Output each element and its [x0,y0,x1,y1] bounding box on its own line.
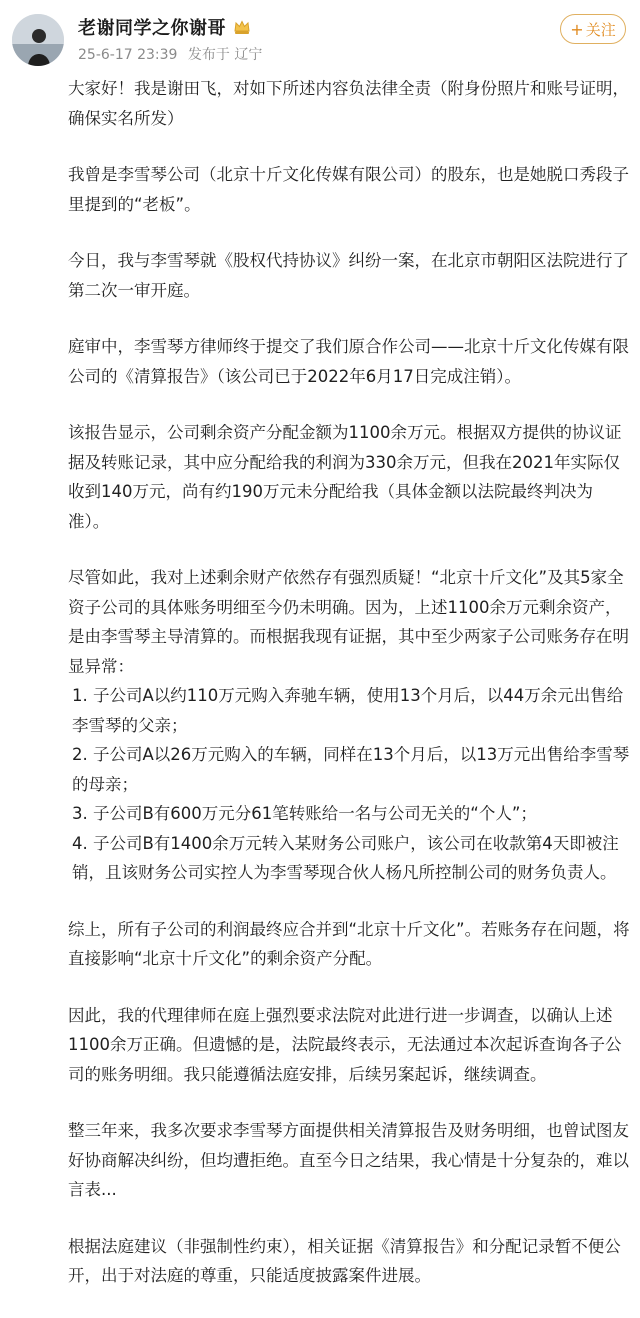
anomaly-item: 4. 子公司B有1400余万元转入某财务公司账户，该公司在收款第4天即被注销，且该财务公司实控人为李雪琴现合伙人杨凡所控制公司的财务负责人。 [72,833,619,882]
crown-badge-icon [232,17,252,37]
avatar[interactable] [12,14,64,66]
author-name[interactable]: 老谢同学之你谢哥 [78,18,226,39]
paragraph: 我曾是李雪琴公司（北京十斤文化传媒有限公司）的股东，也是她脱口秀段子里提到的“老板”。 [68,165,629,214]
paragraph: 庭审中，李雪琴方律师终于提交了我们原合作公司——北京十斤文化传媒有限公司的《清算报告》（该公司已于2022年6月17日完成注销）。 [68,337,629,386]
anomaly-intro: 尽管如此，我对上述剩余财产依然存有强烈质疑！“北京十斤文化”及其5家全资子公司的具体账务明细至今仍未明确。因为，上述1100余万元剩余资产，是由李雪琴主导清算的。而根据我现有证据，其中至少两家子公司账务存在明显异常： [68,568,629,676]
paragraph: 整三年来，我多次要求李雪琴方面提供相关清算报告及财务明细，也曾试图友好协商解决纠纷，但均遭拒绝。直至今日之结果，我心情是十分复杂的，难以言表... [68,1121,629,1199]
post-datetime: 25-6-17 23:39 [78,47,178,63]
follow-label: 关注 [585,20,616,39]
paragraph: 根据法庭建议（非强制性约束），相关证据《清算报告》和分配记录暂不便公开，出于对法庭的尊重，只能适度披露案件进展。 [68,1236,621,1285]
anomaly-item: 2. 子公司A以26万元购入的车辆，同样在13个月后，以13万元出售给李雪琴的母亲； [72,745,630,794]
follow-button[interactable] [560,14,626,44]
author-row [78,14,252,40]
post-meta [78,44,268,64]
paragraph: 该报告显示，公司剩余资产分配金额为1100余万元。根据双方提供的协议证据及转账记录，其中应分配给我的利润为330余万元，但我在2021年实际仅收到140万元，尚有约190万元未分配给我（具体金额以法院最终判决为准）。 [68,423,622,531]
anomaly-item: 3. 子公司B有600万元分61笔转账给一名与公司无关的“个人”； [72,804,537,823]
anomaly-item: 1. 子公司A以约110万元购入奔驰车辆，使用13个月后，以44万余元出售给李雪琴的父亲； [72,686,624,735]
post-header [0,0,640,62]
paragraph: 大家好！我是谢田飞，对如下所述内容负法律全责（附身份照片和账号证明，确保实名所发） [68,79,629,128]
post-location: 发布于 辽宁 [187,47,263,63]
plus-icon: + [570,19,584,39]
post-content [68,74,630,1318]
avatar-photo-icon [12,14,64,66]
paragraph: 因此，我的代理律师在庭上强烈要求法院对此进行进一步调查，以确认上述1100余万正确。但遗憾的是，法院最终表示，无法通过本次起诉查询各子公司的账务明细。我只能遵循法庭安排，后续另案起诉，继续调查。 [68,1005,622,1084]
paragraph: 综上，所有子公司的利润最终应合并到“北京十斤文化”。若账务存在问题，将直接影响“北京十斤文化”的剩余资产分配。 [68,919,630,968]
paragraph: 今日，我与李雪琴就《股权代持协议》纠纷一案，在北京市朝阳区法院进行了第二次一审开庭。 [68,251,629,300]
